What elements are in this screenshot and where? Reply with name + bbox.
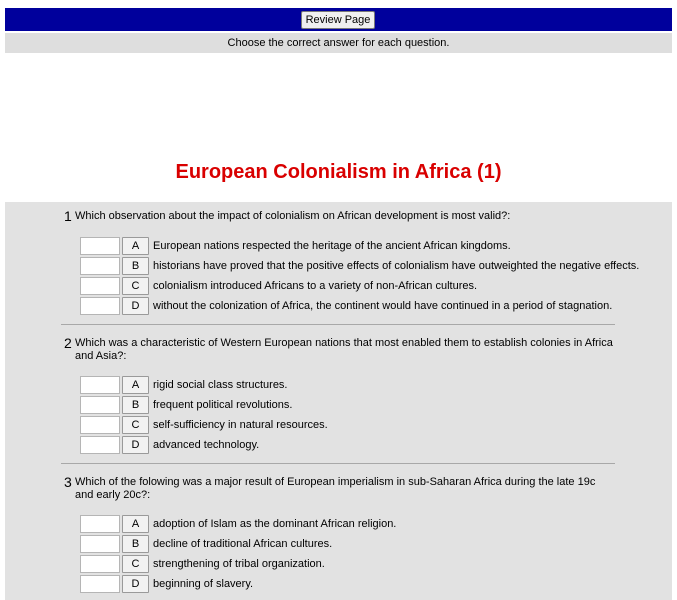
option-text: beginning of slavery. bbox=[153, 578, 254, 590]
option-text: adoption of Islam as the dominant African religion. bbox=[153, 518, 397, 530]
answer-input[interactable] bbox=[80, 257, 120, 275]
option-text: without the colonization of Africa, the continent would have continued in a period of stagnation. bbox=[153, 300, 613, 312]
option-a bbox=[80, 515, 620, 533]
answer-input[interactable] bbox=[80, 555, 120, 573]
answer-input[interactable] bbox=[80, 376, 120, 394]
question-text: Which was a characteristic of Western European nations that most enabled them to establish colonies in Africa and Asia?: bbox=[75, 337, 613, 362]
answer-input[interactable] bbox=[80, 297, 120, 315]
option-c-button[interactable]: C bbox=[122, 277, 149, 295]
answer-input[interactable] bbox=[80, 535, 120, 553]
option-text: colonialism introduced Africans to a variety of non-African cultures. bbox=[153, 280, 478, 292]
option-a-button[interactable]: A bbox=[122, 376, 149, 394]
option-a-button[interactable]: A bbox=[122, 237, 149, 255]
option-a bbox=[80, 376, 620, 394]
answer-input[interactable] bbox=[80, 277, 120, 295]
answer-input[interactable] bbox=[80, 575, 120, 593]
option-a-button[interactable]: A bbox=[122, 515, 149, 533]
option-d bbox=[80, 436, 620, 454]
option-text: strengthening of tribal organization. bbox=[153, 558, 325, 570]
option-b-button[interactable]: B bbox=[122, 396, 149, 414]
option-text: frequent political revolutions. bbox=[153, 399, 293, 411]
answer-input[interactable] bbox=[80, 436, 120, 454]
option-c bbox=[80, 277, 620, 295]
option-text: rigid social class structures. bbox=[153, 379, 288, 391]
answer-input[interactable] bbox=[80, 237, 120, 255]
question-number: 3 bbox=[64, 474, 72, 490]
question-divider bbox=[61, 463, 615, 464]
question-number: 1 bbox=[64, 208, 72, 224]
question-3 bbox=[64, 474, 614, 594]
option-c-button[interactable]: C bbox=[122, 416, 149, 434]
answer-input[interactable] bbox=[80, 515, 120, 533]
option-text: historians have proved that the positive effects of colonialism have outweighted the negative effects. bbox=[153, 260, 640, 272]
option-d-button[interactable]: D bbox=[122, 575, 149, 593]
question-text: Which of the folowing was a major result of European imperialism in sub-Saharan Africa during the late 19c and early 20c?: bbox=[75, 476, 596, 501]
option-b-button[interactable]: B bbox=[122, 535, 149, 553]
option-text: European nations respected the heritage of the ancient African kingdoms. bbox=[153, 240, 511, 252]
option-b bbox=[80, 396, 620, 414]
option-c bbox=[80, 416, 620, 434]
option-text: self-sufficiency in natural resources. bbox=[153, 419, 328, 431]
question-number: 2 bbox=[64, 335, 72, 351]
question-1 bbox=[64, 208, 640, 312]
option-d bbox=[80, 297, 620, 315]
option-d-button[interactable]: D bbox=[122, 297, 149, 315]
option-b bbox=[80, 535, 620, 553]
option-b bbox=[80, 257, 640, 275]
option-c bbox=[80, 555, 620, 573]
option-d-button[interactable]: D bbox=[122, 436, 149, 454]
option-a bbox=[80, 237, 620, 255]
answer-input[interactable] bbox=[80, 396, 120, 414]
question-2 bbox=[64, 335, 614, 455]
instructions-text: Choose the correct answer for each question. bbox=[5, 33, 672, 53]
option-text: advanced technology. bbox=[153, 439, 260, 451]
page-title: European Colonialism in Africa (1) bbox=[175, 161, 502, 183]
option-d bbox=[80, 575, 620, 593]
option-text: decline of traditional African cultures. bbox=[153, 538, 333, 550]
question-divider bbox=[61, 324, 615, 325]
option-c-button[interactable]: C bbox=[122, 555, 149, 573]
answer-input[interactable] bbox=[80, 416, 120, 434]
question-text: Which observation about the impact of colonialism on African development is most valid?: bbox=[75, 210, 511, 222]
option-b-button[interactable]: B bbox=[122, 257, 149, 275]
review-page-button[interactable]: Review Page bbox=[301, 11, 375, 29]
